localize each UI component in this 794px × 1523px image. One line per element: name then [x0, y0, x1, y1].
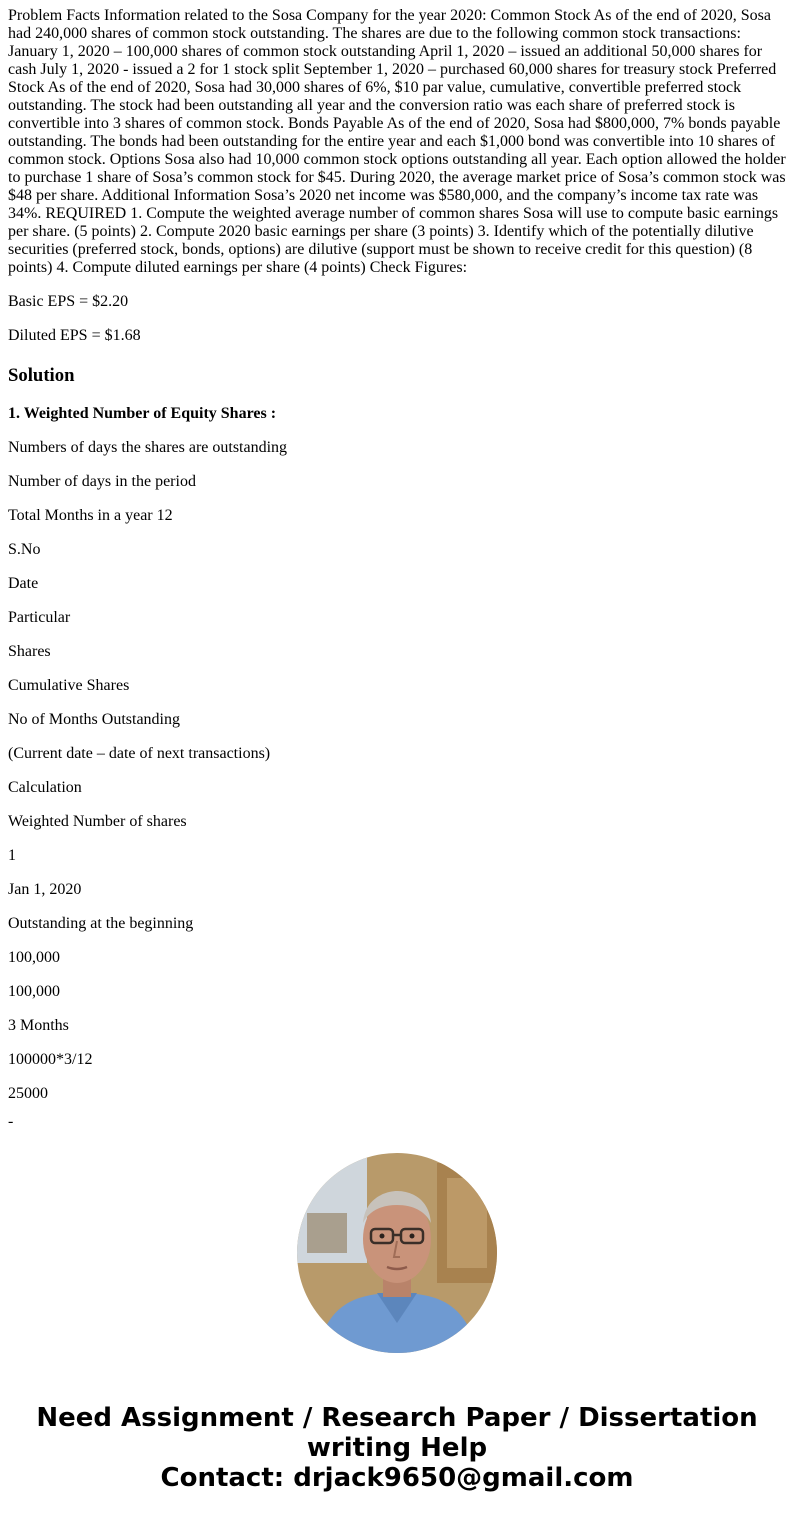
portrait-illustration: [297, 1153, 497, 1353]
solution-line: Numbers of days the shares are outstanding: [8, 439, 288, 456]
table-cell-calculation: 100000*3/12: [8, 1051, 93, 1068]
help-banner: [0, 1403, 794, 1493]
document-body: [8, 7, 788, 1103]
banner-contact-line: Contact: drjack9650@gmail.com: [160, 1463, 634, 1493]
table-header-calculation: Calculation: [8, 779, 82, 796]
table-cell-sno: 1: [8, 847, 16, 864]
weighted-shares-heading: 1. Weighted Number of Equity Shares :: [8, 405, 277, 422]
table-header-sno: S.No: [8, 541, 41, 558]
table-header-months-note: (Current date – date of next transactions): [8, 745, 271, 762]
table-header-date: Date: [8, 575, 39, 592]
solution-heading: Solution: [8, 365, 75, 386]
table-cell-cumulative-shares: 100,000: [8, 983, 60, 1000]
check-figure-diluted-eps: Diluted EPS = $1.68: [8, 327, 141, 344]
solution-line: Total Months in a year 12: [8, 507, 173, 524]
trailing-dash: -: [8, 1113, 14, 1130]
avatar: [297, 1153, 497, 1353]
banner-line-2: writing Help: [306, 1433, 488, 1463]
check-figure-basic-eps: Basic EPS = $2.20: [8, 293, 129, 310]
table-header-particular: Particular: [8, 609, 71, 626]
table-cell-shares: 100,000: [8, 949, 60, 966]
table-header-shares: Shares: [8, 643, 51, 660]
table-cell-particular: Outstanding at the beginning: [8, 915, 194, 932]
table-header-cumulative-shares: Cumulative Shares: [8, 677, 130, 694]
banner-line-1: Need Assignment / Research Paper / Dissertation: [36, 1403, 758, 1433]
problem-statement: Problem Facts Information related to the Sosa Company for the year 2020: Common Stock As of the end of 2020, Sosa had 240,000 shares of common stock outstanding. The shares are due to the following common stock transactions: January 1, 2020 – 100,000 shares of common stock outstanding April 1, 2020 – issued an additional 50,000 shares for cash July 1, 2020 - issued a 2 for 1 stock split September 1, 2020 – purchased 60,000 shares for treasury stock Preferred Stock As of the end of 2020, Sosa had 30,000 shares of 6%, $10 par value, cumulative, convertible preferred stock outstanding. The stock had been outstanding all year and the conversion ratio was each share of preferred stock is convertible into 3 shares of common stock. Bonds Payable As of the end of 2020, Sosa had $800,000, 7% bonds payable outstanding. The bonds had been outstanding for the entire year and each $1,000 bond was convertible into 10 shares of common stock. Options Sosa also had 10,000 common stock options outstanding all year. Each option allowed the holder to purchase 1 share of Sosa’s common stock for $45. During 2020, the average market price of Sosa’s common stock was $48 per share. Additional Information Sosa’s 2020 net income was $580,000, and the company’s income tax rate was 34%. REQUIRED 1. Compute the weighted average number of common shares Sosa will use to compute basic earnings per share. (5 points) 2. Compute 2020 basic earnings per share (3 points) 3. Identify which of the potentially dilutive securities (preferred stock, bonds, options) are dilutive (support must be shown to receive credit for this question) (8 points) 4. Compute diluted earnings per share (4 points) Check Figures:: [8, 7, 786, 276]
table-cell-date: Jan 1, 2020: [8, 881, 82, 898]
table-header-weighted-shares: Weighted Number of shares: [8, 813, 187, 830]
solution-line: Number of days in the period: [8, 473, 196, 490]
table-cell-months: 3 Months: [8, 1017, 69, 1034]
table-header-months-outstanding: No of Months Outstanding: [8, 711, 180, 728]
table-cell-weighted-shares: 25000: [8, 1085, 48, 1102]
